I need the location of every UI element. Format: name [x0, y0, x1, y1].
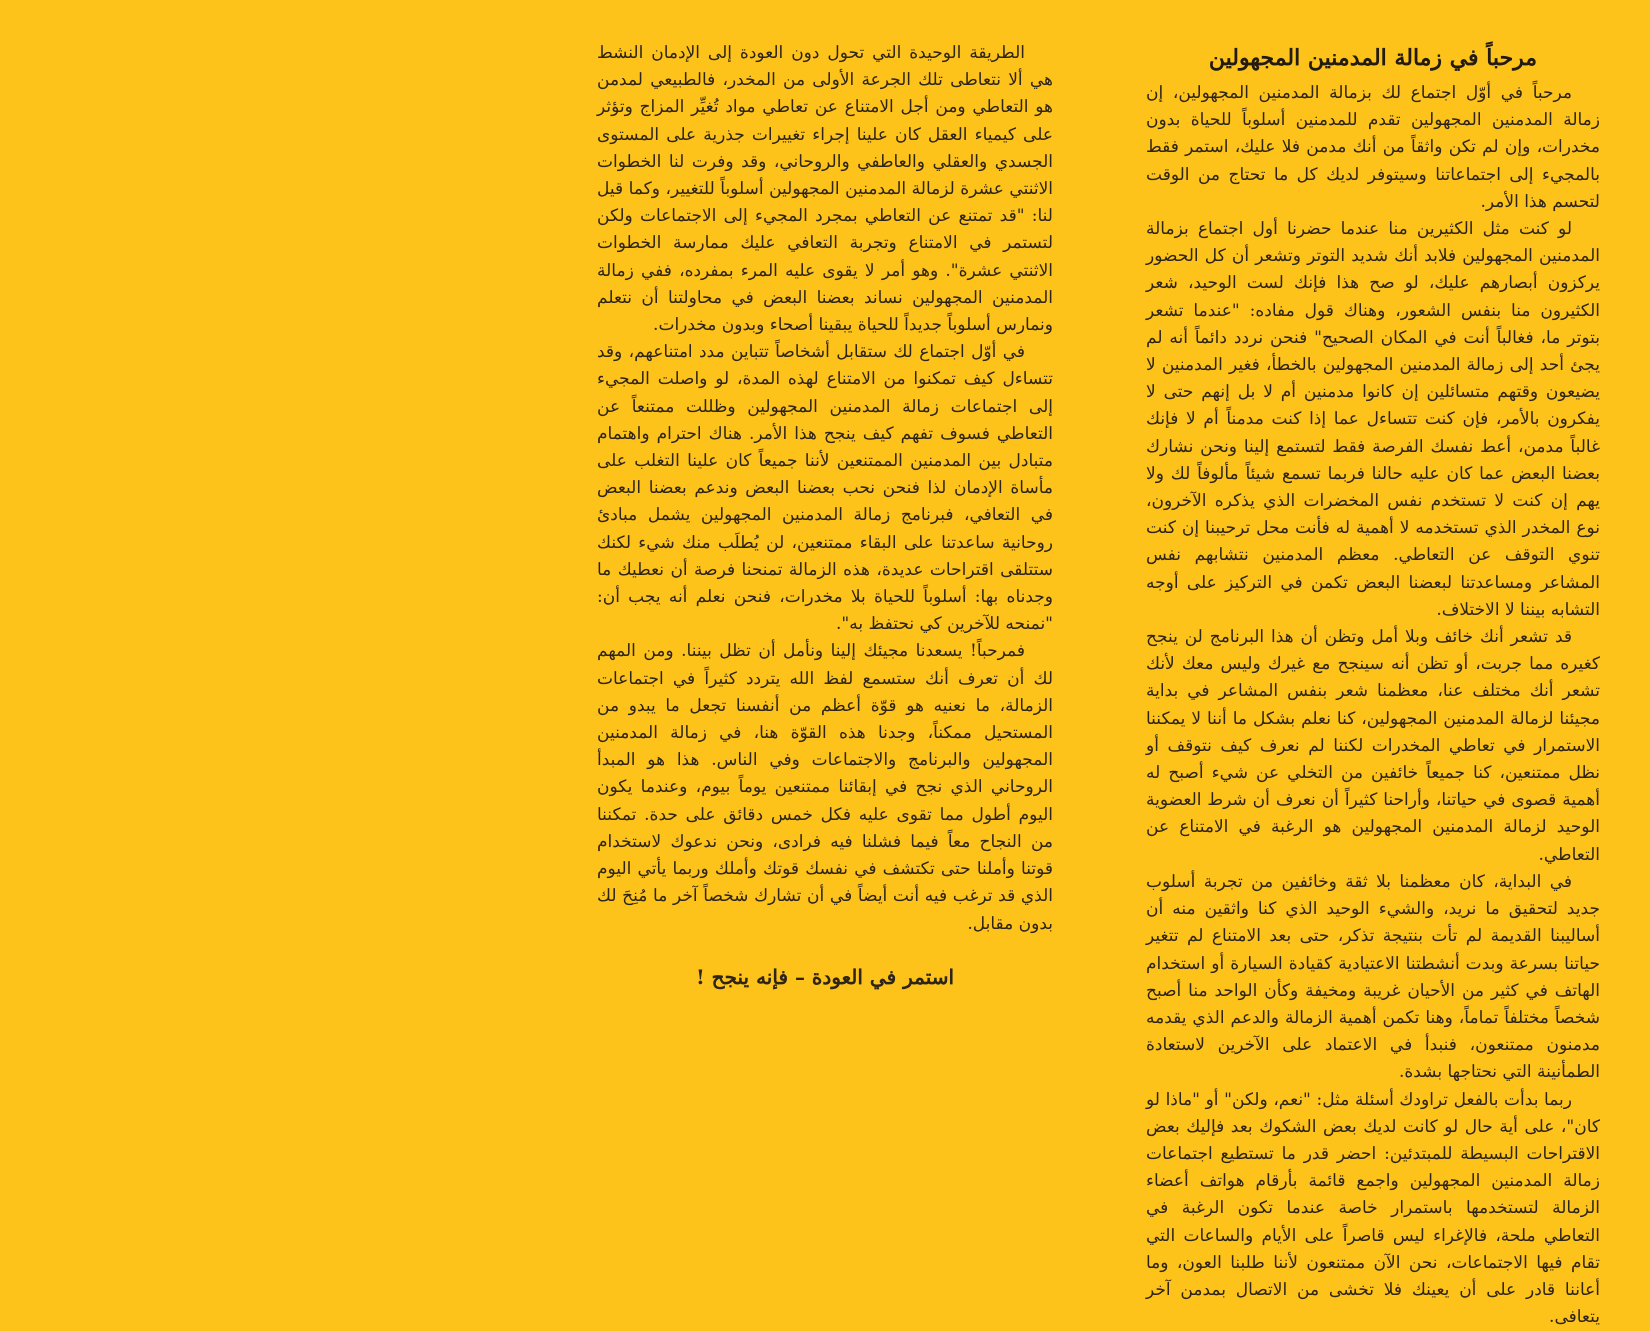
- paragraph: الطريقة الوحيدة التي تحول دون العودة إلى الإدمان النشط هي ألا نتعاطى تلك الجرعة الأولى من المخدر، فالطبيعي لمدمن هو التعاطي ومن أجل الامتناع عن تعاطي مواد تُغيِّر المزاج وتؤثر على كيمياء العقل كان علينا إجراء تغييرات جذرية على المستوى الجسدي والعقلي والعاطفي والروحاني، وقد وفرت لنا الخطوات الاثنتي عشرة لزمالة المدمنين المجهولين أسلوباً للتغيير، وكما قيل لنا: "قد تمتنع عن التعاطي بمجرد المجيء إلى الاجتماعات ولكن لتستمر في الامتناع وتجربة التعافي عليك ممارسة الخطوات الاثنتي عشرة". وهو أمر لا يقوى عليه المرء بمفرده، ففي زمالة المدمنين المجهولين نساند بعضنا البعض في محاولتنا أن نتعلم ونمارس أسلوباً جديداً للحياة يبقينا أصحاء وبدون مخدرات.: [597, 43, 1053, 336]
- left-column: [597, 40, 1053, 992]
- paragraph: لو كنت مثل الكثيرين منا عندما حضرنا أول اجتماع بزمالة المدمنين المجهولين فلابد أنك شديد التوتر وتشعر أن كل الحضور يركزون أبصارهم عليك، لو صح هذا فإنك لست الوحيد، شعر الكثيرون منا بنفس الشعور، وهناك قول مفاده: "عندما تشعر بتوتر ما، فغالباً أنت في المكان الصحيح" فنحن نردد دائماً أنه لم يجئ أحد إلى زمالة المدمنين المجهولين بالخطأ، فغير المدمنين لا يضيعون وقتهم متسائلين إن كانوا مدمنين أم لا بل إنهم حتى لا يفكرون بالأمر، فإن كنت تتساءل عما إذا كنت مدمناً أم لا فإنك غالباً مدمن، أعط نفسك الفرصة فقط لتستمع إلينا ونحن نشارك بعضنا البعض عما كان عليه حالنا فربما تسمع شيئاً مألوفاً لك ولا يهم إن كنت لا تستخدم نفس المخضرات الذي يذكره الآخرون، نوع المخدر الذي تستخدمه لا أهمية له فأنت محل ترحيبنا إن كنت تنوي التوقف عن التعاطي. معظم المدمنين نتشابهم نفس المشاعر ومساعدتنا لبعضنا البعض تكمن في التركيز على أوجه التشابه بيننا لا الاختلاف.: [1146, 219, 1600, 620]
- paragraph: مرحباً في أوّل اجتماع لك بزمالة المدمنين المجهولين، إن زمالة المدمنين المجهولين تقدم للمدمنين أسلوباً للحياة بدون مخدرات، وإن لم تكن واثقاً من أنك مدمن فلا عليك، استمر فقط بالمجيء إلى اجتماعاتنا وسيتوفر لديك كل ما تحتاج من الوقت لتحسم هذا الأمر.: [1146, 83, 1600, 212]
- paragraph: فمرحباً! يسعدنا مجيئك إلينا ونأمل أن تظل بيننا. ومن المهم لك أن تعرف أنك ستسمع لفظ الله يتردد كثيراً في اجتماعات الزمالة، ما نعنيه هو قوّة أعظم من أنفسنا تجعل ما يبدو من المستحيل ممكناً، وجدنا هذه القوّة هنا، في زمالة المدمنين المجهولين والبرنامج والاجتماعات وفي الناس. هذا هو المبدأ الروحاني الذي نجح في إبقائنا ممتنعين يوماً بيوم، وعندما يكون اليوم أطول مما تقوى عليه فكل خمس دقائق على حدة. تمكننا من النجاح معاً فيما فشلنا فيه فرادى، ونحن ندعوك لاستخدام قوتنا وأملنا حتى تكتشف في نفسك قوتك وأملك وربما يأتي اليوم الذي قد ترغب فيه أنت أيضاً في أن تشارك شخصاً آخر ما مُنِحَ لك بدون مقابل.: [597, 641, 1053, 934]
- right-column: [1146, 40, 1600, 1331]
- paragraph: ربما بدأت بالفعل تراودك أسئلة مثل: "نعم، ولكن" أو "ماذا لو كان"، على أية حال لو كانت لديك بعض الشكوك بعد فإليك بعض الاقتراحات البسيطة للمبتدئين: احضر قدر ما تستطيع اجتماعات زمالة المدمنين المجهولين واجمع قائمة بأرقام هواتف أعضاء الزمالة لتستخدمها باستمرار خاصة عندما تكون الرغبة في التعاطي ملحة، فالإغراء ليس قاصراً على الأيام والساعات التي تقام فيها الاجتماعات، نحن الآن ممتنعون لأننا طلبنا العون، وما أعاننا قادر على أن يعينك فلا تخشى من الاتصال بمدمن آخر يتعافى.: [1146, 1089, 1600, 1328]
- paragraph: في أوّل اجتماع لك ستقابل أشخاصاً تتباين مدد امتناعهم، وقد تتساءل كيف تمكنوا من الامتناع لهذه المدة، لو واصلت المجيء إلى اجتماعات زمالة المدمنين المجهولين وظللت ممتنعاً عن التعاطي فسوف تفهم كيف ينجح هذا الأمر. هناك احترام واهتمام متبادل بين المدمنين الممتنعين لأننا جميعاً كان علينا التغلب على مأساة الإدمان لذا فنحن نحب بعضنا البعض وندعم بعضنا البعض في التعافي، فبرنامج زمالة المدمنين المجهولين يشمل مبادئ روحانية ساعدتنا على البقاء ممتنعين، لن يُطلَب منك شيء لكنك ستتلقى اقتراحات عديدة، هذه الزمالة تمنحنا فرصة أن نعطيك ما وجدناه بها: أسلوباً للحياة بلا مخدرات، فنحن نعلم أنه يجب أن: "نمنحه للآخرين كي نحتفظ به".: [597, 342, 1053, 635]
- closing-slogan: استمر في العودة – فإنه ينجح !: [695, 964, 955, 989]
- paragraph: في البداية، كان معظمنا بلا ثقة وخائفين من تجربة أسلوب جديد لتحقيق ما نريد، والشيء الوحيد الذي كنا واثقين منه أن أساليبنا القديمة لم تأت بنتيجة تذكر، حتى بعد الامتناع لم تتغير حياتنا بسرعة وبدت أنشطتنا الاعتيادية كقيادة السيارة أو استخدام الهاتف في كثير من الأحيان غريبة ومخيفة وكأن الواحد منا أصبح شخصاً مختلفاً تماماً، وهنا تكمن أهمية الزمالة والدعم الذي يقدمه مدمنون ممتنعون، فنبدأ في الاعتماد على الآخرين لاستعادة الطمأنينة التي نحتاجها بشدة.: [1146, 871, 1601, 1083]
- page-title: مرحباً في زمالة المدمنين المجهولين: [1208, 45, 1538, 71]
- paragraph: قد تشعر أنك خائف وبلا أمل وتظن أن هذا البرنامج لن ينجح كغيره مما جربت، أو تظن أنه سينجح مع غيرك وليس معك لأنك تشعر أنك مختلف عنا، معظمنا شعر بنفس المشاعر في بداية مجيئنا لزمالة المدمنين المجهولين، كنا نعلم بشكل ما أننا لا يمكننا الاستمرار في تعاطي المخدرات لكننا لم نعرف كيف نتوقف أو نظل ممتنعين، كنا جميعاً خائفين من التخلي عن شيء أصبح له أهمية قصوى في حياتنا، وأراحنا كثيراً أن نعرف أن شرط العضوية الوحيد لزمالة المدمنين المجهولين هو الرغبة في الامتناع عن التعاطي.: [1146, 627, 1600, 865]
